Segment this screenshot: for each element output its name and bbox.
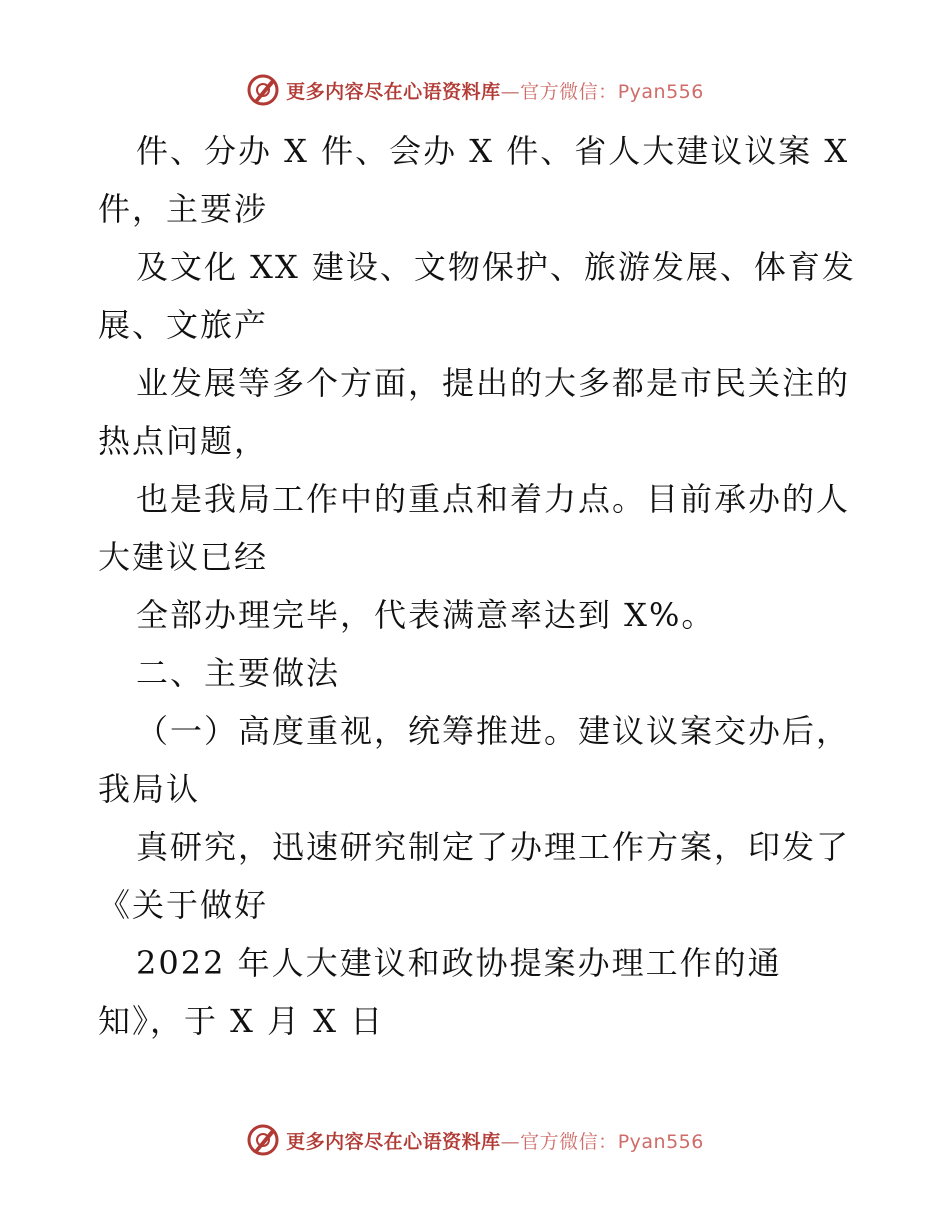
section-heading-text: 二、主要做法 [136, 654, 341, 692]
paragraph [98, 818, 858, 934]
paragraph-first-line: 全部办理完毕，代表满意率达到 X%。 [136, 596, 716, 634]
paragraph [98, 122, 858, 238]
paragraph-continuation-line: 《关于做好 [98, 886, 269, 924]
watermark-main-text: 更多内容尽在心语资料库 [286, 80, 501, 103]
watermark-text [286, 1127, 704, 1154]
paragraph [98, 586, 858, 644]
paragraph-continuation-line: 我局认 [98, 770, 201, 808]
quill-logo-icon [246, 73, 280, 107]
watermark-text [286, 77, 704, 104]
paragraph-first-line: 2022 年人大建议和政协提案办理工作的通 [136, 944, 782, 982]
watermark-wechat-id: Pyan556 [617, 1130, 704, 1153]
paragraph-continuation-line: 展、文旅产 [98, 306, 269, 344]
paragraph [98, 238, 858, 354]
paragraph-first-line: 业发展等多个方面，提出的大多都是市民关注的 [136, 364, 851, 402]
paragraph-continuation-line: 大建议已经 [98, 538, 269, 576]
paragraph-continuation-line: 热点问题， [98, 422, 269, 460]
paragraph-continuation-line: 知》，于 X 月 X 日 [98, 1002, 385, 1040]
paragraph-first-line: 及文化 XX 建设、文物保护、旅游发展、体育发 [136, 248, 856, 286]
paragraph-first-line: 也是我局工作中的重点和着力点。目前承办的人 [136, 480, 851, 518]
document-body [98, 122, 858, 1050]
header-watermark [0, 70, 950, 110]
watermark-main-text: 更多内容尽在心语资料库 [286, 1130, 501, 1153]
watermark-separator: — [500, 80, 521, 103]
watermark-official-label: 官方微信： [520, 1130, 618, 1153]
footer-watermark [0, 1120, 950, 1160]
paragraph [98, 470, 858, 586]
quill-logo-icon [246, 1123, 280, 1157]
paragraph-continuation-line: 件，主要涉 [98, 190, 269, 228]
paragraph-first-line: 真研究，迅速研究制定了办理工作方案，印发了 [136, 828, 851, 866]
paragraph [98, 934, 858, 1050]
paragraph-first-line: 件、分办 X 件、会办 X 件、省人大建议议案 X [136, 132, 850, 170]
section-heading [98, 644, 858, 702]
watermark-wechat-id: Pyan556 [617, 80, 704, 103]
paragraph [98, 702, 858, 818]
watermark-official-label: 官方微信： [520, 80, 618, 103]
paragraph-first-line: （一）高度重视，统筹推进。建议议案交办后， [136, 712, 851, 750]
watermark-separator: — [500, 1130, 521, 1153]
paragraph [98, 354, 858, 470]
